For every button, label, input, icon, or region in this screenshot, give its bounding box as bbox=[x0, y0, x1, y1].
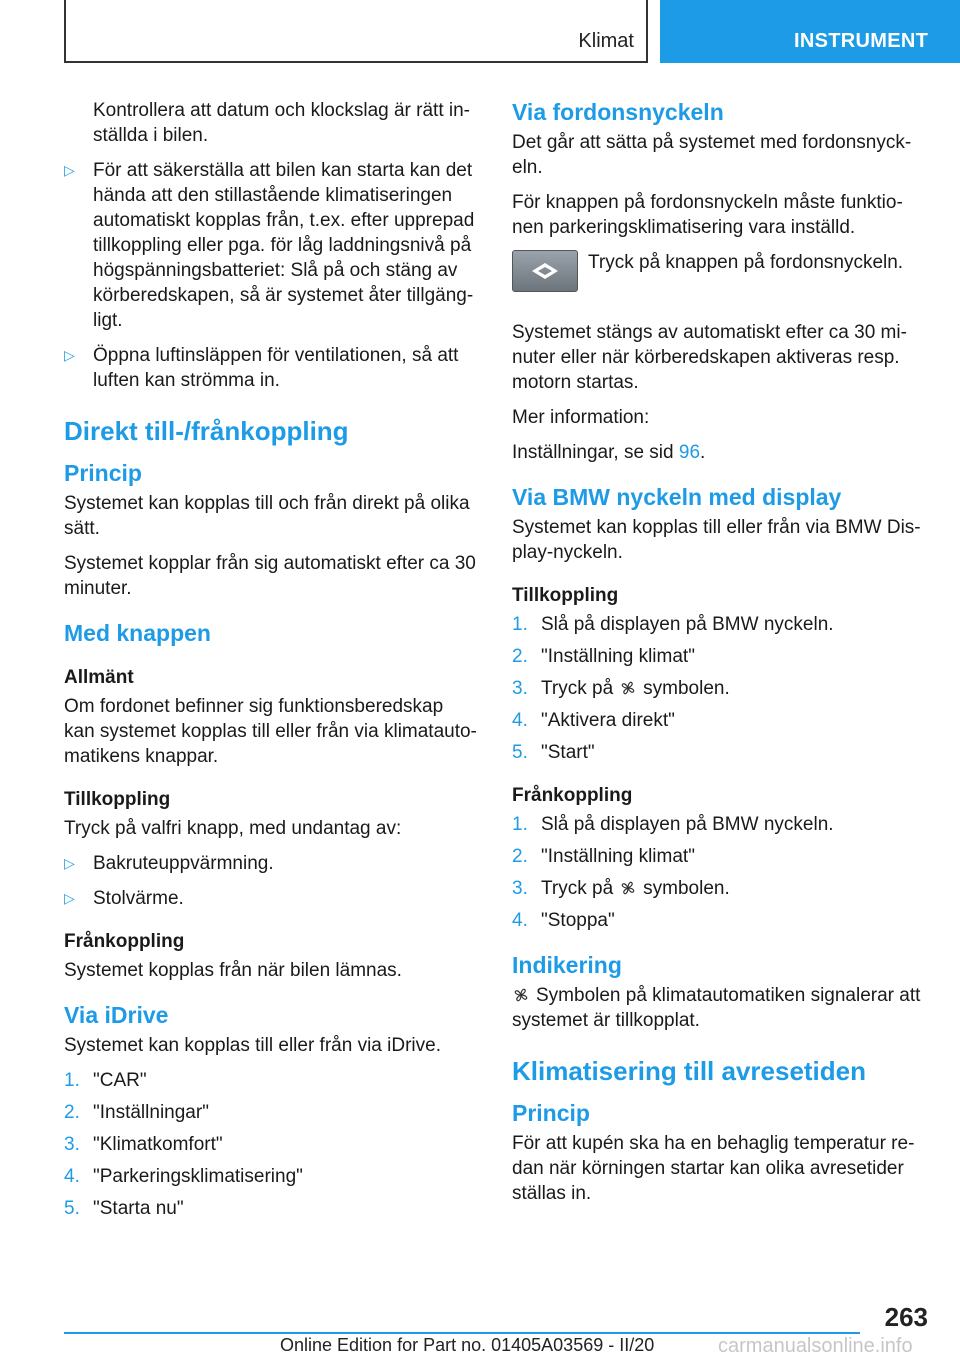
idrive-paragraph: Systemet kan kopplas till eller från via iDrive. bbox=[64, 1035, 441, 1056]
heading-princip-right: Princip bbox=[512, 1100, 590, 1126]
avrese-paragraph: För att kupén ska ha en behaglig temperatur re-dan när körningen startar kan olika avresetider ställas in. bbox=[512, 1133, 915, 1204]
fran-step bbox=[512, 876, 930, 901]
princip-paragraph-1: Systemet kan kopplas till och från direkt på olika sätt. bbox=[64, 493, 470, 539]
step-number: 2. bbox=[64, 1102, 80, 1123]
triangle-bullet-icon: ▷ bbox=[64, 162, 75, 178]
mer-information: Mer information: bbox=[512, 407, 650, 428]
heading-indikering: Indikering bbox=[512, 952, 622, 978]
heading-via-idrive: Via iDrive bbox=[64, 1002, 169, 1028]
bullet-text: För att säkerställa att bilen kan starta kan det hända att den stillastående klimatiseringen automatiskt kopplas från, t.ex. efter upprepad tillkoppling eller pga. för låg laddningsnivå på högspänningsbatteriet: Slå på och stäng av körberedskapen, så är systemet åter tillgäng-ligt. bbox=[93, 160, 475, 331]
stangs-paragraph: Systemet stängs av automatiskt efter ca 30 mi-nuter eller när körberedskapen aktiveras resp. motorn startas. bbox=[512, 322, 907, 393]
step-text: "Klimatkomfort" bbox=[93, 1134, 223, 1155]
bullet-text: Stolvärme. bbox=[93, 888, 184, 909]
till-step bbox=[512, 708, 930, 733]
heading-frankoppling: Frånkoppling bbox=[64, 931, 185, 952]
heading-avresetiden: Klimatisering till avresetiden bbox=[512, 1056, 867, 1086]
bullet-item bbox=[64, 343, 478, 393]
footer-divider bbox=[64, 1332, 860, 1334]
till-step bbox=[512, 644, 930, 669]
key-button-text: Tryck på knappen på fordonsnyckeln. bbox=[588, 252, 904, 273]
till-step bbox=[512, 612, 930, 637]
step-text: Slå på displayen på BMW nyckeln. bbox=[541, 814, 834, 835]
step-text: "Aktivera direkt" bbox=[541, 710, 675, 731]
display-paragraph: Systemet kan kopplas till eller från via BMW Dis-play-nyckeln. bbox=[512, 517, 921, 563]
step-number: 3. bbox=[512, 878, 528, 899]
step-number: 4. bbox=[512, 710, 528, 731]
triangle-bullet-icon: ▷ bbox=[64, 855, 75, 871]
step-number: 2. bbox=[512, 646, 528, 667]
step-text-end: symbolen. bbox=[643, 678, 730, 699]
triangle-bullet-icon: ▷ bbox=[64, 890, 75, 906]
heading-frankoppling-right: Frånkoppling bbox=[512, 785, 633, 806]
reference-end: . bbox=[700, 442, 706, 463]
idrive-step bbox=[64, 1132, 478, 1157]
step-number: 1. bbox=[64, 1070, 80, 1091]
header-tab[interactable] bbox=[660, 0, 960, 63]
fan-icon bbox=[619, 879, 637, 897]
step-number: 1. bbox=[512, 614, 528, 635]
header-section-title: Klimat bbox=[578, 30, 634, 52]
fan-icon bbox=[512, 986, 530, 1004]
princip-paragraph-2: Systemet kopplar från sig automatiskt efter ca 30 minuter. bbox=[64, 553, 476, 599]
idrive-step bbox=[64, 1100, 478, 1125]
indikering-paragraph bbox=[512, 983, 930, 1033]
step-number: 1. bbox=[512, 814, 528, 835]
installningar-reference bbox=[512, 440, 930, 465]
fran-step bbox=[512, 908, 930, 933]
header-section-box bbox=[64, 0, 648, 63]
tillkoppling-paragraph: Tryck på valfri knapp, med undantag av: bbox=[64, 818, 402, 839]
page-number: 263 bbox=[884, 1302, 928, 1332]
till-step bbox=[512, 676, 930, 701]
idrive-step bbox=[64, 1164, 478, 1189]
step-text: Tryck på bbox=[541, 678, 614, 699]
bullet-item bbox=[64, 886, 478, 911]
bullet-text: Öppna luftinsläppen för ventilationen, så att luften kan strömma in. bbox=[93, 345, 459, 391]
heading-via-fordonsnyckeln: Via fordonsnyckeln bbox=[512, 99, 724, 125]
heading-direct: Direkt till-/frånkoppling bbox=[64, 416, 349, 446]
footer-edition: Online Edition for Part no. 01405A03569 - II/20 bbox=[280, 1335, 655, 1355]
nyckel-paragraph-1: Det går att sätta på systemet med fordonsnyck-eln. bbox=[512, 132, 912, 178]
step-number: 4. bbox=[512, 910, 528, 931]
fan-icon bbox=[619, 679, 637, 697]
bullet-text: Bakruteuppvärmning. bbox=[93, 853, 274, 874]
step-number: 3. bbox=[512, 678, 528, 699]
step-number: 5. bbox=[512, 742, 528, 763]
step-text-end: symbolen. bbox=[643, 878, 730, 899]
step-number: 3. bbox=[64, 1134, 80, 1155]
heading-med-knappen: Med knappen bbox=[64, 620, 211, 646]
idrive-step bbox=[64, 1068, 478, 1093]
bullet-item bbox=[64, 158, 478, 333]
step-text: "Start" bbox=[541, 742, 595, 763]
step-number: 2. bbox=[512, 846, 528, 867]
header-tab-label: INSTRUMENT bbox=[794, 30, 929, 52]
key-button-row bbox=[512, 250, 930, 302]
right-column bbox=[512, 98, 930, 1216]
step-number: 5. bbox=[64, 1198, 80, 1219]
fran-step bbox=[512, 812, 930, 837]
triangle-bullet-icon: ▷ bbox=[64, 347, 75, 363]
heading-princip: Princip bbox=[64, 460, 142, 486]
step-text: "Inställning klimat" bbox=[541, 646, 695, 667]
bullet-item bbox=[64, 851, 478, 876]
step-text: "Stoppa" bbox=[541, 910, 615, 931]
heading-tillkoppling-right: Tillkoppling bbox=[512, 585, 619, 606]
heading-allmant: Allmänt bbox=[64, 667, 134, 688]
nyckel-paragraph-2: För knappen på fordonsnyckeln måste funktio-nen parkeringsklimatisering vara inställd. bbox=[512, 192, 903, 238]
intro-paragraph: Kontrollera att datum och klockslag är rätt in-ställda i bilen. bbox=[93, 100, 471, 146]
heading-tillkoppling: Tillkoppling bbox=[64, 789, 171, 810]
frankoppling-paragraph: Systemet kopplas från när bilen lämnas. bbox=[64, 960, 402, 981]
idrive-step bbox=[64, 1196, 478, 1221]
page-link[interactable]: 96 bbox=[678, 442, 701, 463]
watermark: carmanualsonline.info bbox=[718, 1335, 913, 1357]
step-text: "Parkeringsklimatisering" bbox=[93, 1166, 303, 1187]
reference-text: Inställningar, se sid bbox=[512, 442, 679, 463]
step-text: "Starta nu" bbox=[93, 1198, 184, 1219]
fran-step bbox=[512, 844, 930, 869]
heading-bmw-display: Via BMW nyckeln med display bbox=[512, 484, 842, 510]
allmant-paragraph: Om fordonet befinner sig funktionsberedskap kan systemet kopplas till eller från via klimatauto-matikens knappar. bbox=[64, 696, 477, 767]
step-text: Slå på displayen på BMW nyckeln. bbox=[541, 614, 834, 635]
step-text: "Inställningar" bbox=[93, 1102, 209, 1123]
left-column bbox=[64, 98, 478, 1228]
diamond-arrow-icon bbox=[530, 260, 560, 282]
till-step bbox=[512, 740, 930, 765]
step-number: 4. bbox=[64, 1166, 80, 1187]
step-text: Tryck på bbox=[541, 878, 614, 899]
step-text: "Inställning klimat" bbox=[541, 846, 695, 867]
step-text: "CAR" bbox=[93, 1070, 147, 1091]
key-button-image bbox=[512, 250, 578, 292]
indikering-text: Symbolen på klimatautomatiken signalerar att systemet är tillkopplat. bbox=[512, 985, 921, 1031]
